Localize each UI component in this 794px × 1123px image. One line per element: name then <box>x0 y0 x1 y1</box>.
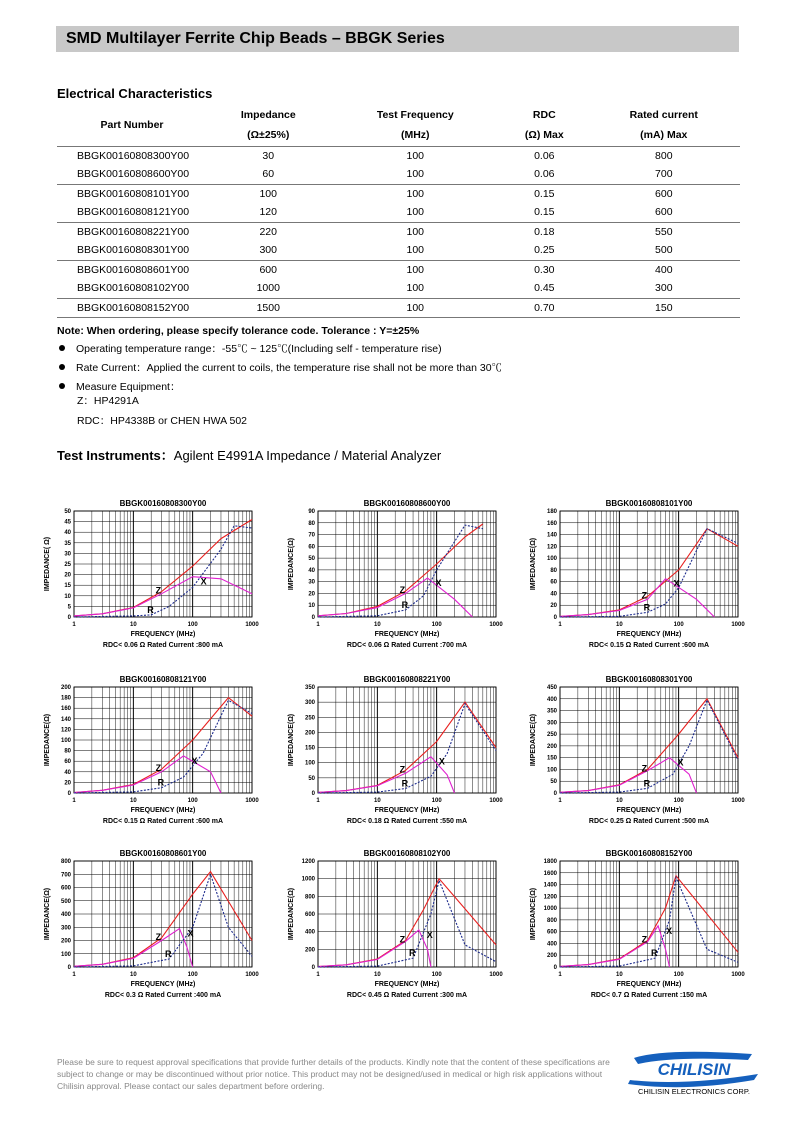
equipment-z: Z：HP4291A <box>77 395 139 407</box>
x-axis-label: FREQUENCY (MHz) <box>374 981 440 988</box>
cell-frequency: 100 <box>406 282 425 295</box>
curve-label-z: Z <box>399 764 406 775</box>
y-tick-label: 120 <box>60 727 71 734</box>
table-row <box>57 298 740 317</box>
y-tick-label: 90 <box>308 509 315 515</box>
chart-conditions: RDC< 0.3 Ω Rated Current :400 mA <box>104 992 222 999</box>
y-tick-label: 0 <box>553 615 557 621</box>
cell-rdc: 0.06 <box>534 168 555 181</box>
y-tick-label: 15 <box>64 583 71 590</box>
curve-label-z: Z <box>641 590 648 601</box>
col-header-rdc: RDC <box>532 108 556 121</box>
x-tick-label: 1000 <box>245 972 259 978</box>
table-body <box>57 146 740 318</box>
list-item: Rate Current：Applied the current to coils, the temperature rise shall not be more than 30℃ <box>57 360 502 379</box>
company-logo <box>624 1046 764 1096</box>
title-band <box>56 26 739 52</box>
col-header-impedance: Impedance <box>240 108 296 121</box>
table-row <box>57 165 740 184</box>
curve-label-r: R <box>401 599 409 610</box>
curve-label-r: R <box>409 948 416 959</box>
y-tick-label: 700 <box>60 872 71 879</box>
cell-current: 550 <box>588 222 740 241</box>
series-line-r <box>318 880 496 967</box>
cell-part: BBGK00160808301Y00 <box>77 244 190 257</box>
y-tick-label: 300 <box>546 720 557 727</box>
curve-label-x: X <box>187 928 194 939</box>
impedance-chart <box>40 496 280 656</box>
x-tick-label: 10 <box>129 798 137 804</box>
chart-conditions: RDC< 0.06 Ω Rated Current :700 mA <box>346 642 468 649</box>
curve-label-z: Z <box>399 934 406 945</box>
curve-label-z: Z <box>155 763 162 774</box>
curve-label-z: Z <box>155 931 162 942</box>
y-tick-label: 250 <box>546 732 557 739</box>
plot-frame <box>560 687 738 793</box>
y-tick-label: 200 <box>304 947 315 954</box>
y-tick-label: 100 <box>546 767 557 774</box>
y-tick-label: 50 <box>308 556 315 563</box>
y-tick-label: 1200 <box>543 894 557 901</box>
chart-conditions: RDC< 0.45 Ω Rated Current :300 mA <box>346 992 468 999</box>
x-axis-label: FREQUENCY (MHz) <box>130 981 196 988</box>
x-tick-label: 1 <box>558 798 562 804</box>
x-tick-label: 100 <box>187 622 198 628</box>
col-unit-rdc: (Ω) Max <box>524 129 564 142</box>
chart-conditions: RDC< 0.15 Ω Rated Current :600 mA <box>102 818 224 825</box>
cell-current: 400 <box>588 260 740 279</box>
y-tick-label: 80 <box>64 748 71 755</box>
y-tick-label: 1200 <box>301 859 315 865</box>
page-title: SMD Multilayer Ferrite Chip Beads – BBGK Series <box>66 30 445 47</box>
y-tick-label: 200 <box>546 743 557 750</box>
y-tick-label: 60 <box>308 544 315 551</box>
equipment-rdc: RDC：HP4338B or CHEN HWA 502 <box>77 415 247 427</box>
y-tick-label: 150 <box>546 755 557 762</box>
chart-conditions: RDC< 0.15 Ω Rated Current :600 mA <box>588 642 710 649</box>
chart-title: BBGK00160808101Y00 <box>605 499 693 508</box>
x-tick-label: 100 <box>187 798 198 804</box>
x-tick-label: 10 <box>129 622 137 628</box>
y-tick-label: 70 <box>308 532 315 539</box>
curve-label-x: X <box>677 757 684 768</box>
curve-label-x: X <box>435 578 442 589</box>
y-tick-label: 0 <box>67 615 71 621</box>
cell-impedance: 120 <box>259 206 277 219</box>
curve-label-x: X <box>666 925 673 936</box>
y-tick-label: 400 <box>546 696 557 703</box>
y-tick-label: 500 <box>60 898 71 905</box>
x-tick-label: 1000 <box>489 622 503 628</box>
cell-rdc: 0.15 <box>501 184 588 203</box>
y-tick-label: 0 <box>311 615 315 621</box>
chart-title: BBGK00160808102Y00 <box>363 849 451 858</box>
cell-current: 600 <box>588 184 740 203</box>
y-tick-label: 40 <box>64 769 71 776</box>
y-tick-label: 120 <box>546 544 557 551</box>
y-tick-label: 400 <box>304 929 315 936</box>
logo-brand: CHILISIN <box>657 1060 731 1079</box>
impedance-chart <box>526 672 766 832</box>
y-tick-label: 5 <box>67 604 71 611</box>
impedance-chart <box>40 846 280 1006</box>
series-line-r <box>74 526 252 617</box>
x-tick-label: 100 <box>673 622 684 628</box>
y-tick-label: 50 <box>550 779 557 786</box>
x-tick-label: 10 <box>615 798 623 804</box>
cell-frequency: 100 <box>329 222 501 241</box>
spec-table <box>57 104 740 318</box>
chart-conditions: RDC< 0.7 Ω Rated Current :150 mA <box>590 992 708 999</box>
y-axis-label: IMPEDANCE(Ω) <box>288 537 295 591</box>
x-tick-label: 1000 <box>245 622 259 628</box>
y-tick-label: 200 <box>60 685 71 691</box>
y-tick-label: 160 <box>546 520 557 527</box>
x-tick-label: 100 <box>431 798 442 804</box>
y-tick-label: 60 <box>550 579 557 586</box>
x-tick-label: 1 <box>72 622 76 628</box>
cell-current: 600 <box>655 206 673 219</box>
y-tick-label: 1800 <box>543 859 557 865</box>
y-tick-label: 100 <box>546 556 557 563</box>
series-line-z <box>560 876 738 967</box>
chart-title: BBGK00160808600Y00 <box>363 499 451 508</box>
x-axis-label: FREQUENCY (MHz) <box>374 631 440 638</box>
x-tick-label: 1000 <box>489 972 503 978</box>
x-tick-label: 1 <box>316 798 320 804</box>
table-bottom-rule <box>57 317 740 318</box>
x-tick-label: 1 <box>316 622 320 628</box>
curve-label-x: X <box>191 755 198 766</box>
y-tick-label: 40 <box>64 530 71 537</box>
x-tick-label: 100 <box>673 798 684 804</box>
x-tick-label: 100 <box>431 622 442 628</box>
curve-label-z: Z <box>399 585 406 596</box>
plot-frame <box>318 687 496 793</box>
cell-impedance: 30 <box>207 146 329 165</box>
y-tick-label: 40 <box>550 591 557 598</box>
cell-impedance: 220 <box>207 222 329 241</box>
y-tick-label: 600 <box>60 885 71 892</box>
y-tick-label: 10 <box>64 593 71 600</box>
series-line-r <box>560 878 738 968</box>
cell-frequency: 100 <box>329 298 501 317</box>
cell-rdc: 0.30 <box>501 260 588 279</box>
y-tick-label: 600 <box>304 912 315 918</box>
curve-label-r: R <box>157 777 165 788</box>
cell-impedance: 1500 <box>207 298 329 317</box>
cell-impedance: 100 <box>207 184 329 203</box>
cell-frequency: 100 <box>329 184 501 203</box>
y-axis-label: IMPEDANCE(Ω) <box>44 713 51 767</box>
y-tick-label: 30 <box>64 551 71 558</box>
x-tick-label: 1 <box>72 972 76 978</box>
cell-current: 150 <box>588 298 740 317</box>
cell-current: 800 <box>588 146 740 165</box>
y-tick-label: 100 <box>60 738 71 744</box>
section-heading-electrical: Electrical Characteristics <box>57 86 213 101</box>
curve-label-r: R <box>643 778 651 789</box>
col-header-part: Part Number <box>100 118 164 131</box>
x-tick-label: 100 <box>673 972 684 978</box>
table-row <box>57 184 740 203</box>
x-tick-label: 10 <box>615 972 623 978</box>
curve-label-x: X <box>438 756 445 767</box>
cell-current: 500 <box>655 244 673 257</box>
test-instruments-value: Agilent E4991A Impedance / Material Analyzer <box>173 448 442 463</box>
y-tick-label: 45 <box>64 519 71 526</box>
curve-label-r: R <box>643 602 651 613</box>
x-tick-label: 1000 <box>245 798 259 804</box>
x-tick-label: 1 <box>558 622 562 628</box>
conditions-list <box>57 341 502 398</box>
x-axis-label: FREQUENCY (MHz) <box>616 807 682 814</box>
x-tick-label: 10 <box>373 798 381 804</box>
chart-title: BBGK00160808300Y00 <box>119 499 207 508</box>
cell-rdc: 0.18 <box>501 222 588 241</box>
x-tick-label: 100 <box>187 972 198 978</box>
cell-impedance: 300 <box>259 244 277 257</box>
col-unit-frequency: (MHz) <box>400 129 430 142</box>
y-axis-label: IMPEDANCE(Ω) <box>530 887 537 941</box>
y-tick-label: 200 <box>304 730 315 737</box>
x-axis-label: FREQUENCY (MHz) <box>130 807 196 814</box>
y-tick-label: 30 <box>308 579 315 586</box>
cell-part: BBGK00160808101Y00 <box>57 184 207 203</box>
x-tick-label: 1000 <box>489 798 503 804</box>
y-tick-label: 20 <box>64 572 71 579</box>
cell-rdc: 0.45 <box>534 282 555 295</box>
series-line-x <box>560 925 673 967</box>
y-tick-label: 200 <box>60 938 71 945</box>
chart-title: BBGK00160808601Y00 <box>119 849 207 858</box>
list-item: Measure Equipment： <box>57 379 502 398</box>
curve-label-r: R <box>401 778 409 789</box>
y-tick-label: 350 <box>546 708 557 715</box>
cell-rdc: 0.25 <box>534 244 555 257</box>
chart-conditions: RDC< 0.06 Ω Rated Current :800 mA <box>102 642 224 649</box>
table-row <box>57 203 740 222</box>
y-tick-label: 20 <box>308 591 315 598</box>
cell-frequency: 100 <box>406 168 425 181</box>
table-row <box>57 222 740 241</box>
y-axis-label: IMPEDANCE(Ω) <box>288 887 295 941</box>
curve-label-z: Z <box>641 934 648 945</box>
cell-part: BBGK00160808102Y00 <box>77 282 190 295</box>
impedance-chart <box>284 496 524 656</box>
y-tick-label: 250 <box>304 715 315 722</box>
table-row <box>57 279 740 298</box>
table-row <box>57 241 740 260</box>
x-axis-label: FREQUENCY (MHz) <box>616 631 682 638</box>
y-tick-label: 80 <box>550 567 557 574</box>
series-line-x <box>74 756 221 793</box>
cell-impedance: 1000 <box>256 282 280 295</box>
cell-current: 300 <box>655 282 673 295</box>
y-tick-label: 800 <box>60 859 71 865</box>
y-tick-label: 50 <box>64 509 71 515</box>
logo-corp: CHILISIN ELECTRONICS CORP. <box>638 1087 750 1096</box>
y-tick-label: 0 <box>67 965 71 971</box>
disclaimer-text: Please be sure to request approval specifications that provide further details of the products. Kindly note that the content of these specifications are subject to change or may be discontinued without prior notice. This product may not be designed/used in medical or high risk applications without Chilisin approval. Please contact our sales department before ordering. <box>57 1057 610 1091</box>
y-tick-label: 600 <box>546 929 557 936</box>
chart-title: BBGK00160808221Y00 <box>363 675 451 684</box>
cell-part: BBGK00160808221Y00 <box>57 222 207 241</box>
table-row <box>57 260 740 279</box>
y-tick-label: 35 <box>64 540 71 547</box>
col-header-frequency: Test Frequency <box>376 108 454 121</box>
y-tick-label: 20 <box>550 603 557 610</box>
y-tick-label: 0 <box>553 791 557 797</box>
col-unit-impedance: (Ω±25%) <box>247 129 290 142</box>
y-tick-label: 800 <box>304 894 315 901</box>
cell-current: 700 <box>655 168 673 181</box>
curve-label-r: R <box>651 948 658 959</box>
y-tick-label: 300 <box>304 700 315 707</box>
table-header-row-1 <box>57 104 740 125</box>
x-tick-label: 10 <box>373 622 381 628</box>
cell-part: BBGK00160808121Y00 <box>77 206 190 219</box>
curve-label-x: X <box>200 576 207 587</box>
table-row <box>57 146 740 165</box>
y-tick-label: 180 <box>546 509 557 515</box>
y-tick-label: 100 <box>60 951 71 958</box>
cell-impedance: 60 <box>262 168 275 181</box>
cell-rdc: 0.15 <box>534 206 555 219</box>
y-axis-label: IMPEDANCE(Ω) <box>530 537 537 591</box>
cell-rdc: 0.06 <box>501 146 588 165</box>
y-tick-label: 40 <box>308 567 315 574</box>
curve-label-x: X <box>673 578 680 589</box>
curve-label-r: R <box>147 604 154 615</box>
y-tick-label: 800 <box>546 917 557 924</box>
y-axis-label: IMPEDANCE(Ω) <box>288 713 295 767</box>
impedance-chart <box>526 846 766 1006</box>
y-tick-label: 160 <box>60 706 71 713</box>
x-tick-label: 1 <box>558 972 562 978</box>
x-tick-label: 1000 <box>731 972 745 978</box>
y-tick-label: 1400 <box>543 882 557 889</box>
x-axis-label: FREQUENCY (MHz) <box>374 807 440 814</box>
y-tick-label: 140 <box>60 716 71 723</box>
y-tick-label: 0 <box>67 791 71 797</box>
cell-part: BBGK00160808300Y00 <box>57 146 207 165</box>
y-tick-label: 200 <box>546 953 557 960</box>
series-line-z <box>318 879 496 967</box>
y-tick-label: 25 <box>64 562 71 568</box>
cell-frequency: 100 <box>329 260 501 279</box>
curve-label-x: X <box>426 929 433 940</box>
y-axis-label: IMPEDANCE(Ω) <box>44 887 51 941</box>
impedance-chart <box>40 672 280 832</box>
cell-part: BBGK00160808152Y00 <box>57 298 207 317</box>
impedance-chart <box>284 672 524 832</box>
series-line-x <box>74 577 252 616</box>
y-tick-label: 350 <box>304 685 315 691</box>
cell-part: BBGK00160808600Y00 <box>77 168 190 181</box>
cell-frequency: 100 <box>406 244 425 257</box>
y-tick-label: 100 <box>304 760 315 767</box>
chart-conditions: RDC< 0.18 Ω Rated Current :550 mA <box>346 818 468 825</box>
y-tick-label: 400 <box>60 912 71 918</box>
y-tick-label: 450 <box>546 685 557 691</box>
x-tick-label: 1 <box>316 972 320 978</box>
cell-part: BBGK00160808601Y00 <box>57 260 207 279</box>
y-tick-label: 1000 <box>301 876 315 883</box>
curve-label-r: R <box>165 949 172 960</box>
x-tick-label: 1 <box>72 798 76 804</box>
y-tick-label: 50 <box>308 775 315 782</box>
y-tick-label: 60 <box>64 759 71 766</box>
y-tick-label: 300 <box>60 925 71 932</box>
y-tick-label: 0 <box>311 791 315 797</box>
y-tick-label: 1000 <box>543 906 557 913</box>
x-tick-label: 100 <box>431 972 442 978</box>
ordering-note: Note: When ordering, please specify tolerance code. Tolerance : Y=±25% <box>57 325 420 337</box>
y-tick-label: 1600 <box>543 870 557 877</box>
y-tick-label: 80 <box>308 520 315 527</box>
chart-title: BBGK00160808121Y00 <box>119 675 207 684</box>
y-tick-label: 0 <box>553 965 557 971</box>
x-axis-label: FREQUENCY (MHz) <box>130 631 196 638</box>
x-tick-label: 10 <box>615 622 623 628</box>
x-tick-label: 10 <box>373 972 381 978</box>
x-tick-label: 1000 <box>731 798 745 804</box>
series-line-r <box>74 874 252 967</box>
y-tick-label: 150 <box>304 745 315 752</box>
x-tick-label: 1000 <box>731 622 745 628</box>
curve-label-z: Z <box>155 585 162 596</box>
test-instruments-label: Test Instruments： <box>57 448 174 463</box>
y-axis-label: IMPEDANCE( Ω) <box>44 536 51 592</box>
cell-rdc: 0.70 <box>501 298 588 317</box>
impedance-chart <box>284 846 524 1006</box>
impedance-chart <box>526 496 766 656</box>
test-instruments <box>57 445 441 464</box>
y-tick-label: 10 <box>308 603 315 610</box>
chart-title: BBGK00160808152Y00 <box>605 849 693 858</box>
x-tick-label: 10 <box>129 972 137 978</box>
y-tick-label: 0 <box>311 965 315 971</box>
y-tick-label: 400 <box>546 941 557 948</box>
list-item: Operating temperature range：-55℃ ~ 125℃(Including self - temperature rise) <box>57 341 502 360</box>
y-tick-label: 20 <box>64 780 71 787</box>
y-axis-label: IMPEDANCE(Ω) <box>530 713 537 767</box>
x-axis-label: FREQUENCY (MHz) <box>616 981 682 988</box>
col-header-current: Rated current <box>629 108 698 121</box>
cell-impedance: 600 <box>207 260 329 279</box>
series-line-z <box>74 520 252 616</box>
plot-frame <box>560 511 738 617</box>
y-tick-label: 180 <box>60 695 71 702</box>
cell-frequency: 100 <box>329 146 501 165</box>
y-tick-label: 140 <box>546 532 557 539</box>
chart-title: BBGK00160808301Y00 <box>605 675 693 684</box>
cell-frequency: 100 <box>406 206 425 219</box>
col-unit-current: (mA) Max <box>640 129 688 142</box>
chart-conditions: RDC< 0.25 Ω Rated Current :500 mA <box>588 818 710 825</box>
curve-label-z: Z <box>641 763 648 774</box>
